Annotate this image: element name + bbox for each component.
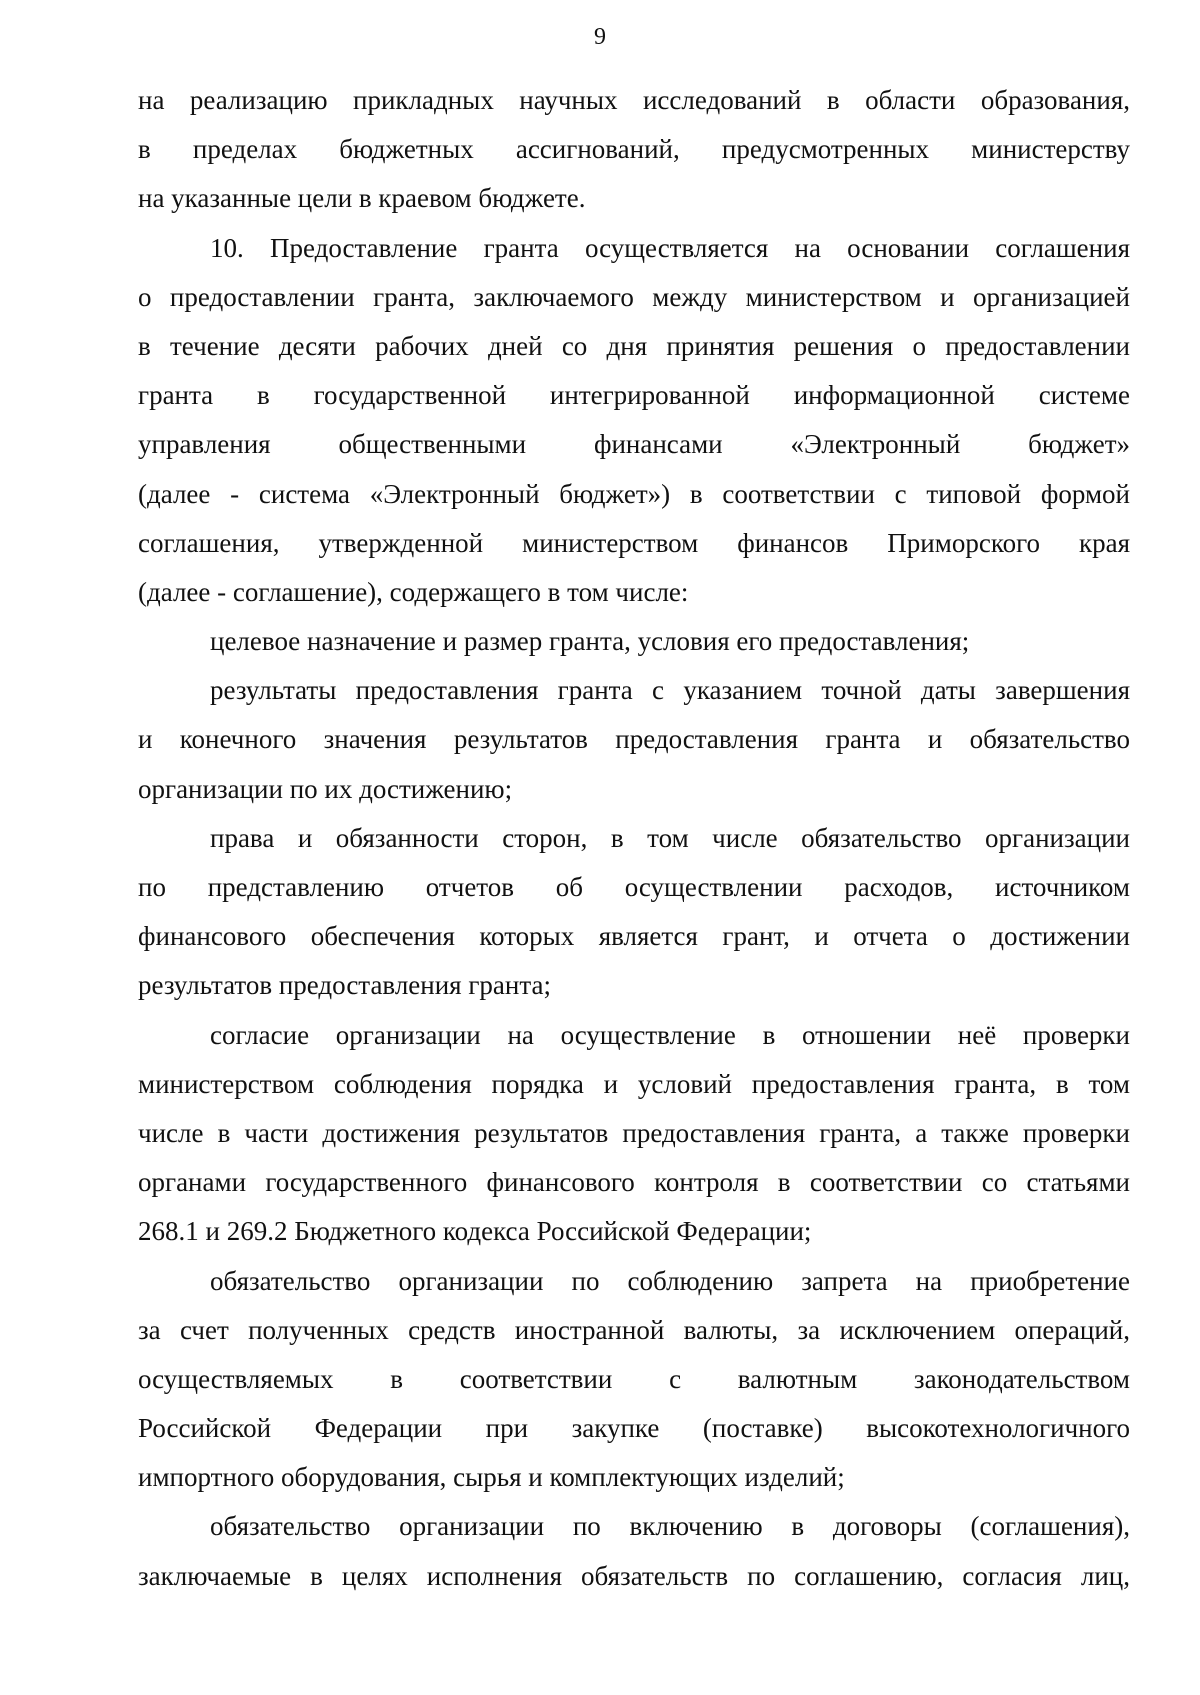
text-line: о предоставлении гранта, заключаемого между министерством и организацией xyxy=(138,281,1130,312)
paragraph xyxy=(138,224,1130,618)
text-line: в пределах бюджетных ассигнований, предусмотренных министерству xyxy=(138,134,1130,165)
document-body xyxy=(138,76,1130,1601)
text-line: органами государственного финансового контроля в соответствии со статьями xyxy=(138,1167,1130,1198)
text-line: права и обязанности сторон, в том числе обязательство организации xyxy=(210,822,1130,853)
text-line: 10. Предоставление гранта осуществляется на основании соглашения xyxy=(210,232,1130,263)
paragraph xyxy=(138,76,1130,224)
paragraph xyxy=(138,1011,1130,1257)
text-line: управления общественными финансами «Электронный бюджет» xyxy=(138,429,1130,460)
paragraph xyxy=(138,666,1130,814)
page-number: 9 xyxy=(594,24,606,50)
text-line: целевое назначение и размер гранта, условия его предоставления; xyxy=(210,626,970,657)
text-line: министерством соблюдения порядка и условий предоставления гранта, в том xyxy=(138,1068,1130,1099)
text-line: согласие организации на осуществление в отношении неё проверки xyxy=(210,1019,1130,1050)
text-line: обязательство организации по включению в договоры (соглашения), xyxy=(210,1511,1130,1542)
text-line: организации по их достижению; xyxy=(138,773,513,804)
text-line: финансового обеспечения которых является грант, и отчета о достижении xyxy=(138,921,1130,952)
text-line: результатов предоставления гранта; xyxy=(138,970,551,1001)
text-line: Российской Федерации при закупке (поставке) высокотехнологичного xyxy=(138,1413,1130,1444)
text-line: по представлению отчетов об осуществлении расходов, источником xyxy=(138,872,1130,902)
paragraph xyxy=(138,814,1130,1011)
text-line: обязательство организации по соблюдению запрета на приобретение xyxy=(210,1265,1130,1296)
text-line: гранта в государственной интегрированной информационной системе xyxy=(138,380,1130,411)
text-line: за счет полученных средств иностранной валюты, за исключением операций, xyxy=(138,1314,1130,1345)
text-line: заключаемые в целях исполнения обязательств по соглашению, согласия лиц, xyxy=(138,1560,1130,1591)
text-line: результаты предоставления гранта с указанием точной даты завершения xyxy=(210,675,1130,706)
text-line: (далее - система «Электронный бюджет») в соответствии с типовой формой xyxy=(138,478,1130,509)
paragraph xyxy=(138,617,1130,666)
text-line: в течение десяти рабочих дней со дня принятия решения о предоставлении xyxy=(138,330,1130,361)
text-line: импортного оборудования, сырья и комплектующих изделий; xyxy=(138,1462,845,1493)
text-line: осуществляемых в соответствии с валютным законодательством xyxy=(138,1363,1130,1394)
text-line: на реализацию прикладных научных исследований в области образования, xyxy=(138,85,1130,115)
text-line: числе в части достижения результатов предоставления гранта, а также проверки xyxy=(138,1117,1130,1148)
text-line: (далее - соглашение), содержащего в том числе: xyxy=(138,576,689,607)
text-line: и конечного значения результатов предоставления гранта и обязательство xyxy=(138,724,1130,755)
text-line: соглашения, утвержденной министерством финансов Приморского края xyxy=(138,527,1130,558)
paragraph xyxy=(138,1257,1130,1503)
text-line: на указанные цели в краевом бюджете. xyxy=(138,183,586,214)
paragraph xyxy=(138,1502,1130,1600)
text-line: 268.1 и 269.2 Бюджетного кодекса Российской Федерации; xyxy=(138,1216,812,1247)
